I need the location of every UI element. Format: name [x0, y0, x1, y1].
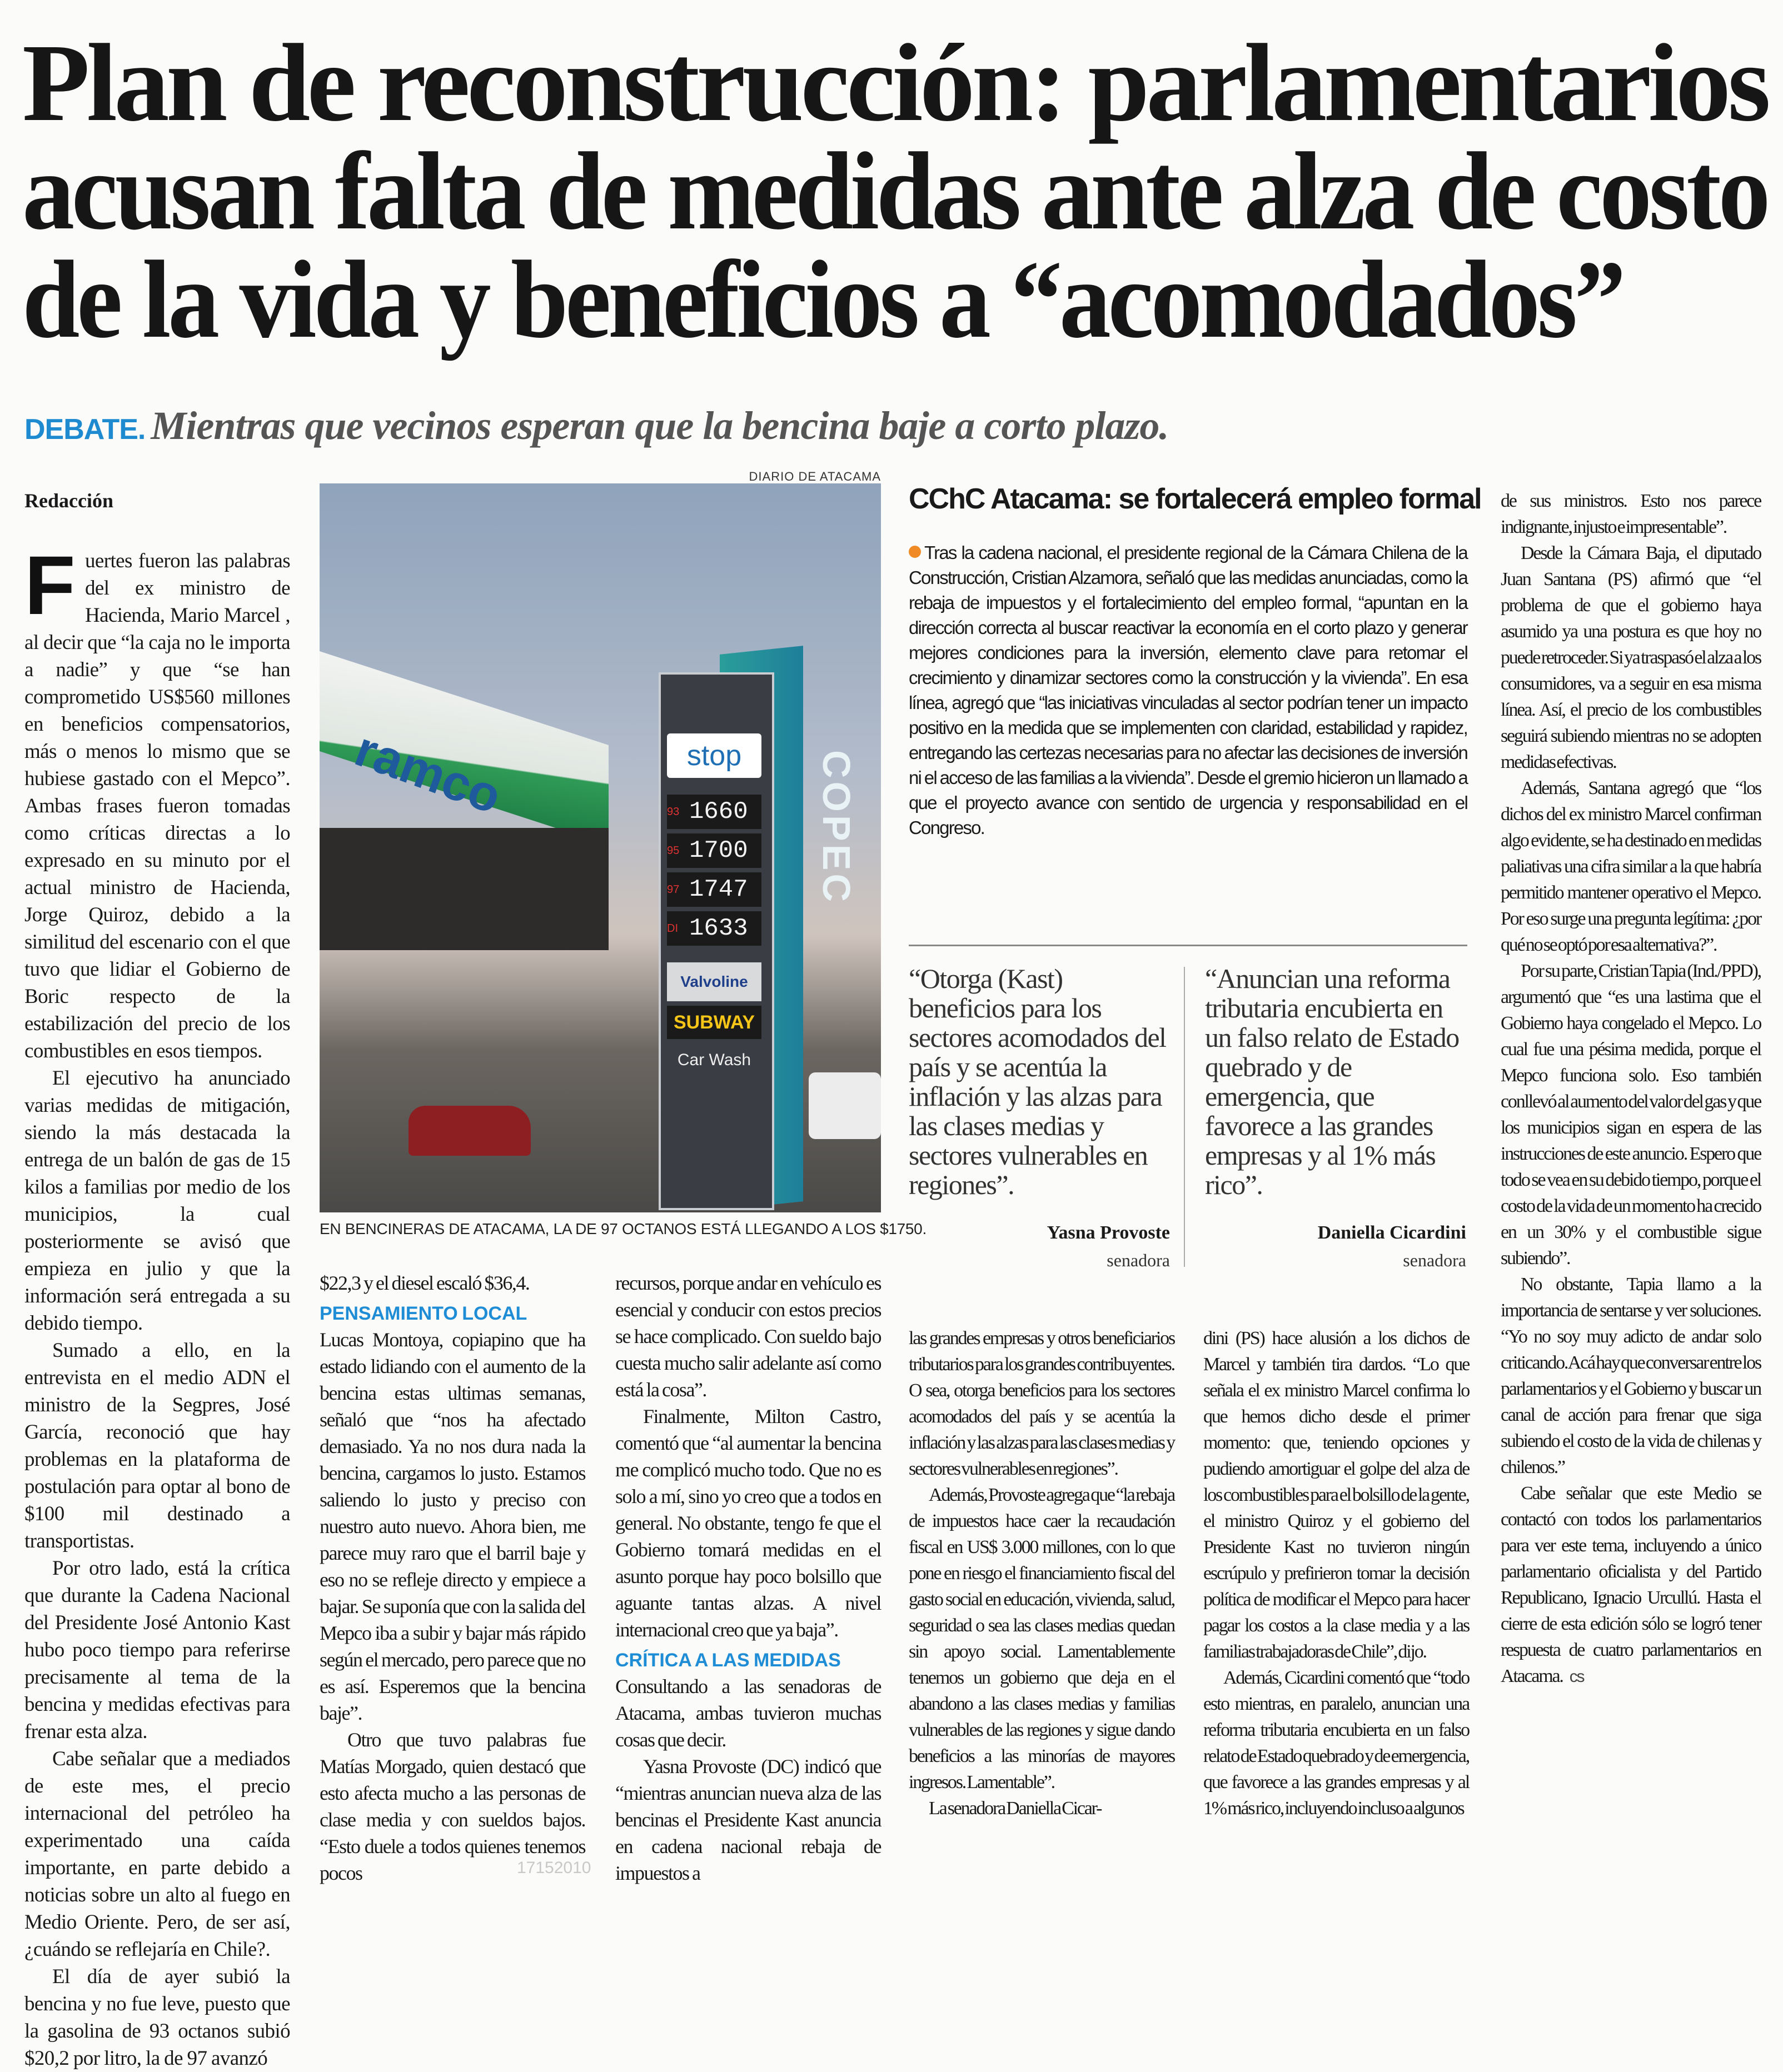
price-grade: 97: [667, 883, 680, 896]
service-sign: SUBWAY: [667, 1006, 761, 1039]
paragraph: No obstante, Tapia llamo a la importancia de sentarse y ver soluciones. “Yo no soy muy adicto de andar solo criticando. Acá hay que conversar entre los parlamentarios y el Gobierno y buscar un canal de acción para frenar que siga subiendo el costo de la vida de chilenas y chilenos.”: [1501, 1274, 1761, 1477]
price-row: [667, 833, 761, 868]
paragraph: de sus ministros. Esto nos parece indignante, injusto e impresentable”.: [1501, 491, 1761, 537]
headline-line-2: acusan falta de medidas ante alza de costo: [22, 130, 1767, 253]
paragraph: uertes fueron las palabras del ex ministro de Hacienda, Mario Marcel , al decir que “la caja no le importa a nadie” y que “se han comprometido US$560 millones en beneficios compensatorios, más o menos lo mismo que se hubiese gastado con el Mepco”. Ambas frases fueron tomadas como críticas directas a lo expresado en su minuto por el actual ministro de Hacienda, Jorge Quiroz, debido a la similitud del escenario con el que tuvo que lidiar el Gobierno de Boric respecto de la estabilización del precio de los combustibles en esos tiempos.: [24, 550, 290, 1062]
section-heading: CRÍTICA A LAS MEDIDAS: [615, 1650, 841, 1671]
section-heading: PENSAMIENTO LOCAL: [320, 1303, 527, 1324]
quote-attribution-role: senadora: [1403, 1250, 1466, 1270]
canopy-brand: ramco: [348, 721, 509, 825]
paragraph: La senadora Daniella Cicar-: [929, 1798, 1102, 1819]
paragraph: recursos, porque andar en vehículo es esencial y conducir con estos precios se hace complicado. Con sueldo bajo cuesta mucho salir adelante así como está la cosa”.: [615, 1272, 881, 1401]
paragraph: Además, Cicardini comentó que “todo esto mientras, en paralelo, anuncian una reforma tributaria encubierta en un falso relato de Estado quebrado y de emergencia, que favorece a las grandes empresas y al 1% más rico, incluyendo incluso a algunos: [1203, 1667, 1469, 1819]
deck-text: Mientras que vecinos esperan que la bencina baje a corto plazo.: [151, 403, 1169, 448]
paragraph: Además, Santana agregó que “los dichos del ex ministro Marcel confirman algo evidente, se ha destinado en medidas paliativas una cifra similar a la que habría permitido mantener operativo el Mepco. Por eso surge una pregunta legítima: ¿por qué no se optó por esa alternativa?”.: [1501, 778, 1761, 955]
bullet-icon: [909, 546, 921, 558]
service-sign: Valvoline: [667, 962, 761, 1001]
watermark: 17152010: [517, 1859, 591, 1877]
deck-label: DEBATE.: [24, 413, 146, 446]
paragraph: Por su parte, Cristian Tapia (Ind./PPD), argumentó que “es una lastima que el Gobierno haya congelado el Mepco. Lo cual fue una pésima medida, porque el Mepco funciona solo. Eso también conllevó al aumento del valor del gas y que los municipios sigan en espera de las instrucciones de este anuncio. Espero que todo se vea en su debido tiempo, porque el costo de la vida de un momento ha crecido en un 30% y el combustible sigue subiendo”.: [1501, 961, 1761, 1269]
service-sign: Car Wash: [667, 1044, 761, 1077]
quote-attribution-name: Daniella Cicardini: [1317, 1222, 1466, 1243]
paragraph: Consultando a las senadoras de Atacama, ambas tuvieron muchas cosas que decir.: [615, 1675, 881, 1751]
byline: Redacción: [24, 490, 113, 512]
quote-attribution-name: Yasna Provoste: [1047, 1222, 1170, 1243]
price-row: [667, 872, 761, 907]
paragraph: dini (PS) hace alusión a los dichos de Marcel y también tira dardos. “Lo que señala el ex ministro Marcel confirma lo que hemos dicho desde el primer momento: que, teniendo opciones y pudiendo amortiguar el golpe del alza de los combustibles para el bolsillo de la gente, el ministro Quiroz y el gobierno del Presidente Kast no tuvieron ningún escrúpulo y prefirieron tomar la decisión política de modificar el Mepco para hacer pagar los costos a la clase media y a las familias trabajadoras de Chile”, dijo.: [1203, 1328, 1469, 1662]
article-column-5: [1203, 1325, 1469, 1821]
price-grade: DI: [667, 922, 678, 935]
paragraph: Otro que tuvo palabras fue Matías Morgado, quien destacó que esto afecta mucho a las personas de clase media y con sueldos bajos. “Esto duele a todos quienes tenemos pocos: [320, 1729, 585, 1884]
paragraph: El día de ayer subió la bencina y no fue leve, puesto que la gasolina de 93 octanos subió $20,2 por litro, la de 97 avanzó: [24, 1965, 290, 2070]
divider: [909, 945, 1467, 946]
article-column-3: [615, 1270, 881, 1886]
pull-quote-1: “Otorga (Kast) beneficios para los sectores acomodados del país y se acentúa la inflación y las alzas para las clases medias y sectores vulnerables en regiones”.: [909, 963, 1166, 1200]
paragraph: $22,3 y el diesel escaló $36,4.: [320, 1272, 530, 1294]
stop-logo: stop: [667, 733, 761, 778]
paragraph: Finalmente, Milton Castro, comentó que “al aumentar la bencina me complicó mucho todo. Que no es solo a mí, sino yo creo que a todos en general. No obstante, tengo fe que el Gobierno tomará medidas en el asunto porque hay poco bolsillo que aguante tantas alzas. A nivel internacional creo que ya baja”.: [615, 1405, 881, 1641]
headline-line-1: Plan de reconstrucción: parlamentarios: [22, 22, 1767, 144]
photo-credit: DIARIO DE ATACAMA: [749, 470, 881, 483]
paragraph: El ejecutivo ha anunciado varias medidas de mitigación, siendo la más destacada la entrega de un balón de gas de 15 kilos a familias por medio de los municipios, la cual posteriormente se avisó que empieza en julio y que la información será entregada a su debido tiempo.: [24, 1067, 290, 1335]
article-column-4: [909, 1325, 1174, 1821]
article-column-2: [320, 1270, 585, 1886]
price-value: 1633: [689, 915, 748, 942]
gas-station-photo: [320, 483, 881, 1212]
paragraph: Desde la Cámara Baja, el diputado Juan Santana (PS) afirmó que “el problema de que el gobierno haya asumido ya una postura es que hoy no puede retroceder. Si ya traspasó el alza a los consumidores, va a seguir en esa misma línea. Así, el precio de los combustibles seguirá subiendo mientras no se adopten medidas efectivas.: [1501, 543, 1761, 772]
paragraph: Yasna Provoste (DC) indicó que “mientras anuncian nueva alza de las bencinas el Presidente Kast anuncia en cadena nacional rebaja de impuestos a: [615, 1755, 881, 1884]
white-van: [809, 1072, 881, 1139]
price-board: [667, 795, 761, 1077]
paragraph: las grandes empresas y otros beneficiarios tributarios para los grandes contribuyentes. O sea, otorga beneficios para los sectores acomodados del país y se acentúa la inflación y las alzas para las clases medias y sectores vulnerables en regiones”.: [909, 1328, 1174, 1479]
price-grade: 95: [667, 844, 680, 857]
paragraph-text: Cabe señalar que este Medio se contactó con todos los parlamentarios para ver este tema, incluyendo a único parlamentario oficialista y del Partido Republicano, Ignacio Urcullú. Hasta el cierre de esta edición sólo se logró tener respuesta de cuatro parlamentarios en Atacama.: [1501, 1483, 1761, 1686]
quote-divider: [1184, 967, 1185, 1267]
paragraph: Por otro lado, está la crítica que durante la Cadena Nacional del Presidente José Antonio Kast hubo poco tiempo para referirse precisamente al tema de la bencina y medidas efectivas para frenar esta alza.: [24, 1557, 290, 1743]
sidebar-title: CChC Atacama: se fortalecerá empleo formal: [909, 483, 1481, 515]
vertical-brand: COPEC: [815, 750, 858, 905]
price-grade: 93: [667, 805, 680, 818]
drop-cap: F: [24, 538, 76, 632]
headline-line-3: de la vida y beneficios a “acomodados”: [22, 238, 1623, 361]
red-car: [409, 1106, 531, 1156]
article-column-1: [24, 538, 290, 2072]
article-column-6: [1501, 488, 1761, 1690]
sidebar-text: [909, 540, 1467, 840]
paragraph: Sumado a ello, en la entrevista en el medio ADN el ministro de la Segpres, José García, reconoció que hay problemas en la plataforma de postulación para optar al bono de $100 mil destinado a transportistas.: [24, 1339, 290, 1552]
paragraph: [1501, 1480, 1761, 1690]
price-row: [667, 911, 761, 946]
paragraph: Cabe señalar que a mediados de este mes, el precio internacional del petróleo ha experimentado una caída importante, en parte debido a noticias sobre un alto al fuego en Medio Oriente. Pero, de ser así, ¿cuándo se reflejaría en Chile?.: [24, 1748, 290, 1961]
pull-quote-2: “Anuncian una reforma tributaria encubierta en un falso relato de Estado quebrado y de emergencia, que favorece a las grandes empresas y al 1% más rico”.: [1205, 963, 1459, 1200]
photo-caption: EN BENCINERAS DE ATACAMA, LA DE 97 OCTANOS ESTÁ LLEGANDO A LOS $1750.: [320, 1220, 927, 1237]
price-row: [667, 795, 761, 829]
deck: [24, 403, 1168, 449]
price-value: 1747: [689, 876, 748, 903]
quote-attribution-role: senadora: [1107, 1250, 1170, 1270]
paragraph: Lucas Montoya, copiapino que ha estado lidiando con el aumento de la bencina estas ultimas semanas, señaló que “nos ha afectado demasiado. Ya no nos dura nada la bencina, cargamos lo justo. Estamos saliendo lo justo y preciso con nuestro auto nuevo. Ahora bien, me parece muy raro que el barril baje y eso no se refleje directo y empiece a bajar. Se suponía que con la salida del Mepco iba a subir y bajar más rápido según el mercado, pero parece que no es así. Esperemos que la bencina baje”.: [320, 1329, 585, 1724]
price-value: 1660: [689, 798, 748, 826]
sidebar-body: Tras la cadena nacional, el presidente regional de la Cámara Chilena de la Construcción, Cristian Alzamora, señaló que las medidas anunciadas, como la rebaja de impuestos y el fortalecimiento del empleo formal, “apuntan en la dirección correcta al buscar reactivar la economía en el corto plazo y generar mejores condiciones para la inversión, elemento clave para retomar el crecimiento y dinamizar sectores como la construcción y la vivienda”. En esa línea, agregó que “las iniciativas vinculadas al sector podrían tener un impacto positivo en la medida que se implementen con claridad, estabilidad y rapidez, entregando las certezas necesarias para no afectar las decisiones de inversión ni el acceso de las familias a la vivienda”. Desde el gremio hicieron un llamado a que el proyecto avance con sentido de urgencia y responsabilidad en el Congreso.: [909, 542, 1467, 838]
canopy-shadow: [320, 828, 609, 950]
price-value: 1700: [689, 837, 748, 865]
end-mark-icon: cs: [1569, 1667, 1584, 1686]
paragraph: Además, Provoste agrega que “la rebaja de impuestos hace caer la recaudación fiscal en US$ 3.000 millones, con lo que pone en riesgo el financiamiento fiscal del gasto social en educación, vivienda, salud, seguridad o sea las clases medias quedan sin apoyo social. Lamentablemente tenemos un gobierno que deja en el abandono a las clases medias y familias vulnerables de las regiones y sigue dando beneficios a las minorías de mayores ingresos. Lamentable”.: [909, 1485, 1174, 1793]
